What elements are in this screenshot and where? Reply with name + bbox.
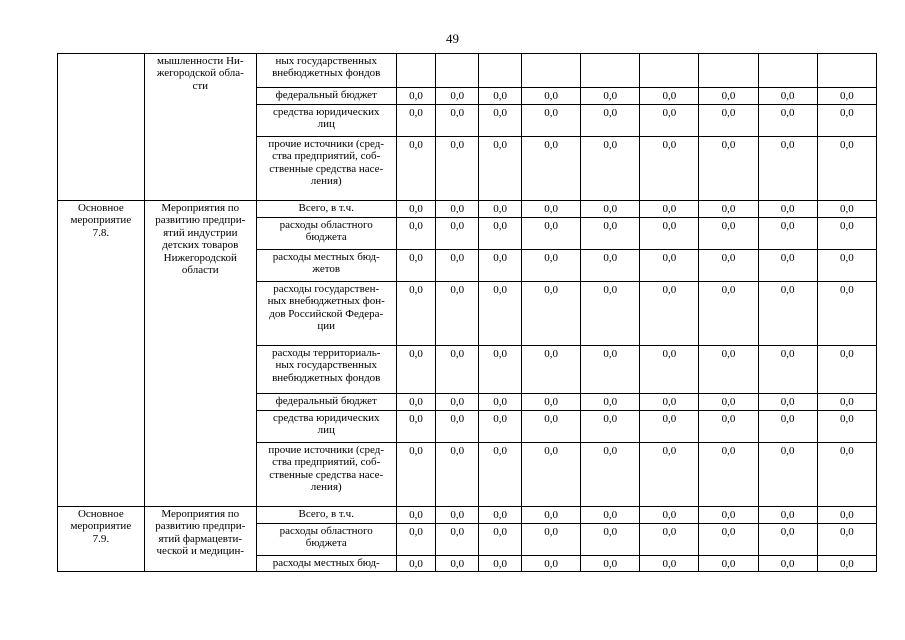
value-cell: 0,0 bbox=[581, 105, 640, 137]
funding-source-cell: прочие источники (сред- ства предприятий, соб- ственные средства насе- ления) bbox=[256, 137, 396, 201]
value-cell: 0,0 bbox=[640, 105, 699, 137]
value-cell: 0,0 bbox=[522, 507, 581, 524]
value-cell: 0,0 bbox=[817, 250, 876, 282]
table-row bbox=[58, 54, 877, 88]
value-cell: 0,0 bbox=[479, 250, 522, 282]
funding-source-cell: средства юридических лиц bbox=[256, 105, 396, 137]
value-cell: 0,0 bbox=[581, 507, 640, 524]
value-cell: 0,0 bbox=[581, 218, 640, 250]
value-cell: 0,0 bbox=[522, 443, 581, 507]
value-cell bbox=[396, 54, 436, 88]
value-cell: 0,0 bbox=[699, 218, 758, 250]
funding-source-cell: средства юридических лиц bbox=[256, 411, 396, 443]
value-cell: 0,0 bbox=[640, 556, 699, 572]
value-cell: 0,0 bbox=[581, 201, 640, 218]
value-cell: 0,0 bbox=[758, 218, 817, 250]
value-cell bbox=[581, 54, 640, 88]
value-cell: 0,0 bbox=[581, 556, 640, 572]
value-cell: 0,0 bbox=[640, 507, 699, 524]
value-cell: 0,0 bbox=[522, 137, 581, 201]
value-cell: 0,0 bbox=[396, 282, 436, 346]
value-cell: 0,0 bbox=[817, 443, 876, 507]
value-cell bbox=[758, 54, 817, 88]
value-cell: 0,0 bbox=[758, 201, 817, 218]
value-cell: 0,0 bbox=[817, 394, 876, 411]
value-cell: 0,0 bbox=[436, 137, 479, 201]
value-cell: 0,0 bbox=[699, 556, 758, 572]
value-cell: 0,0 bbox=[479, 507, 522, 524]
value-cell: 0,0 bbox=[581, 346, 640, 394]
value-cell bbox=[522, 54, 581, 88]
value-cell: 0,0 bbox=[640, 443, 699, 507]
value-cell: 0,0 bbox=[699, 250, 758, 282]
value-cell: 0,0 bbox=[640, 88, 699, 105]
value-cell: 0,0 bbox=[817, 346, 876, 394]
value-cell: 0,0 bbox=[758, 524, 817, 556]
funding-source-cell: федеральный бюджет bbox=[256, 88, 396, 105]
value-cell: 0,0 bbox=[479, 411, 522, 443]
funding-source-cell: расходы местных бюд- жетов bbox=[256, 250, 396, 282]
value-cell: 0,0 bbox=[581, 524, 640, 556]
value-cell: 0,0 bbox=[522, 282, 581, 346]
value-cell: 0,0 bbox=[640, 524, 699, 556]
value-cell: 0,0 bbox=[479, 282, 522, 346]
value-cell: 0,0 bbox=[522, 556, 581, 572]
value-cell: 0,0 bbox=[758, 411, 817, 443]
event-cell: Основное мероприятие 7.8. bbox=[58, 201, 145, 507]
value-cell: 0,0 bbox=[640, 346, 699, 394]
funding-source-cell: расходы областного бюджета bbox=[256, 524, 396, 556]
value-cell: 0,0 bbox=[817, 201, 876, 218]
value-cell: 0,0 bbox=[436, 346, 479, 394]
value-cell: 0,0 bbox=[396, 507, 436, 524]
value-cell: 0,0 bbox=[522, 250, 581, 282]
value-cell: 0,0 bbox=[581, 411, 640, 443]
value-cell: 0,0 bbox=[640, 394, 699, 411]
value-cell: 0,0 bbox=[522, 394, 581, 411]
value-cell: 0,0 bbox=[396, 218, 436, 250]
budget-table bbox=[57, 53, 877, 572]
value-cell: 0,0 bbox=[817, 218, 876, 250]
value-cell: 0,0 bbox=[817, 524, 876, 556]
value-cell: 0,0 bbox=[396, 411, 436, 443]
value-cell: 0,0 bbox=[699, 137, 758, 201]
event-name-cell: мышленности Ни- жегородской обла- сти bbox=[144, 54, 256, 201]
value-cell: 0,0 bbox=[479, 346, 522, 394]
value-cell: 0,0 bbox=[396, 443, 436, 507]
table-row bbox=[58, 507, 877, 524]
table-row bbox=[58, 201, 877, 218]
value-cell: 0,0 bbox=[522, 346, 581, 394]
value-cell: 0,0 bbox=[581, 394, 640, 411]
value-cell: 0,0 bbox=[699, 105, 758, 137]
value-cell: 0,0 bbox=[699, 201, 758, 218]
value-cell: 0,0 bbox=[817, 556, 876, 572]
value-cell: 0,0 bbox=[758, 346, 817, 394]
value-cell: 0,0 bbox=[817, 105, 876, 137]
value-cell: 0,0 bbox=[396, 137, 436, 201]
value-cell: 0,0 bbox=[479, 105, 522, 137]
funding-source-cell: расходы областного бюджета bbox=[256, 218, 396, 250]
value-cell: 0,0 bbox=[817, 137, 876, 201]
value-cell: 0,0 bbox=[581, 250, 640, 282]
value-cell: 0,0 bbox=[758, 105, 817, 137]
value-cell: 0,0 bbox=[640, 137, 699, 201]
value-cell: 0,0 bbox=[396, 556, 436, 572]
funding-source-cell: Всего, в т.ч. bbox=[256, 507, 396, 524]
value-cell: 0,0 bbox=[396, 524, 436, 556]
value-cell: 0,0 bbox=[758, 137, 817, 201]
value-cell: 0,0 bbox=[436, 282, 479, 346]
value-cell: 0,0 bbox=[436, 411, 479, 443]
value-cell: 0,0 bbox=[581, 137, 640, 201]
value-cell: 0,0 bbox=[436, 443, 479, 507]
funding-source-cell: Всего, в т.ч. bbox=[256, 201, 396, 218]
value-cell: 0,0 bbox=[436, 201, 479, 218]
value-cell: 0,0 bbox=[758, 507, 817, 524]
value-cell: 0,0 bbox=[479, 218, 522, 250]
value-cell: 0,0 bbox=[522, 524, 581, 556]
value-cell: 0,0 bbox=[758, 394, 817, 411]
funding-source-cell: ных государственных внебюджетных фондов bbox=[256, 54, 396, 88]
value-cell: 0,0 bbox=[522, 88, 581, 105]
value-cell: 0,0 bbox=[817, 507, 876, 524]
value-cell: 0,0 bbox=[640, 250, 699, 282]
value-cell: 0,0 bbox=[640, 218, 699, 250]
value-cell: 0,0 bbox=[581, 88, 640, 105]
value-cell: 0,0 bbox=[758, 88, 817, 105]
value-cell: 0,0 bbox=[479, 524, 522, 556]
value-cell: 0,0 bbox=[817, 88, 876, 105]
value-cell: 0,0 bbox=[396, 105, 436, 137]
value-cell: 0,0 bbox=[479, 88, 522, 105]
value-cell: 0,0 bbox=[522, 218, 581, 250]
value-cell: 0,0 bbox=[479, 137, 522, 201]
value-cell bbox=[436, 54, 479, 88]
value-cell: 0,0 bbox=[479, 443, 522, 507]
value-cell: 0,0 bbox=[396, 250, 436, 282]
value-cell: 0,0 bbox=[522, 411, 581, 443]
value-cell: 0,0 bbox=[699, 507, 758, 524]
value-cell: 0,0 bbox=[396, 201, 436, 218]
funding-source-cell: расходы государствен- ных внебюджетных фон- дов Российской Федера- ции bbox=[256, 282, 396, 346]
value-cell: 0,0 bbox=[396, 346, 436, 394]
value-cell: 0,0 bbox=[436, 250, 479, 282]
value-cell: 0,0 bbox=[479, 201, 522, 218]
value-cell: 0,0 bbox=[699, 443, 758, 507]
value-cell bbox=[479, 54, 522, 88]
value-cell: 0,0 bbox=[396, 88, 436, 105]
value-cell: 0,0 bbox=[436, 507, 479, 524]
value-cell: 0,0 bbox=[479, 394, 522, 411]
value-cell: 0,0 bbox=[699, 282, 758, 346]
value-cell: 0,0 bbox=[522, 105, 581, 137]
value-cell: 0,0 bbox=[758, 443, 817, 507]
value-cell: 0,0 bbox=[758, 250, 817, 282]
value-cell: 0,0 bbox=[699, 346, 758, 394]
value-cell: 0,0 bbox=[817, 411, 876, 443]
value-cell: 0,0 bbox=[699, 88, 758, 105]
event-name-cell: Мероприятия по развитию предпри- ятий индустрии детских товаров Нижегородской области bbox=[144, 201, 256, 507]
value-cell: 0,0 bbox=[699, 394, 758, 411]
funding-source-cell: прочие источники (сред- ства предприятий, соб- ственные средства насе- ления) bbox=[256, 443, 396, 507]
value-cell: 0,0 bbox=[522, 201, 581, 218]
value-cell: 0,0 bbox=[758, 282, 817, 346]
funding-source-cell: расходы территориаль- ных государственных внебюджетных фондов bbox=[256, 346, 396, 394]
event-name-cell: Мероприятия по развитию предпри- ятий фармацевти- ческой и медицин- bbox=[144, 507, 256, 572]
value-cell: 0,0 bbox=[436, 88, 479, 105]
value-cell: 0,0 bbox=[640, 411, 699, 443]
event-cell: Основное мероприятие 7.9. bbox=[58, 507, 145, 572]
value-cell: 0,0 bbox=[581, 443, 640, 507]
value-cell bbox=[699, 54, 758, 88]
value-cell: 0,0 bbox=[436, 556, 479, 572]
value-cell bbox=[640, 54, 699, 88]
value-cell: 0,0 bbox=[640, 201, 699, 218]
value-cell bbox=[817, 54, 876, 88]
event-cell bbox=[58, 54, 145, 201]
value-cell: 0,0 bbox=[699, 411, 758, 443]
value-cell: 0,0 bbox=[640, 282, 699, 346]
value-cell: 0,0 bbox=[436, 394, 479, 411]
funding-source-cell: федеральный бюджет bbox=[256, 394, 396, 411]
value-cell: 0,0 bbox=[436, 218, 479, 250]
value-cell: 0,0 bbox=[396, 394, 436, 411]
value-cell: 0,0 bbox=[581, 282, 640, 346]
value-cell: 0,0 bbox=[817, 282, 876, 346]
value-cell: 0,0 bbox=[479, 556, 522, 572]
value-cell: 0,0 bbox=[699, 524, 758, 556]
value-cell: 0,0 bbox=[436, 524, 479, 556]
page-number: 49 bbox=[446, 31, 459, 46]
value-cell: 0,0 bbox=[436, 105, 479, 137]
funding-source-cell: расходы местных бюд- bbox=[256, 556, 396, 572]
value-cell: 0,0 bbox=[758, 556, 817, 572]
